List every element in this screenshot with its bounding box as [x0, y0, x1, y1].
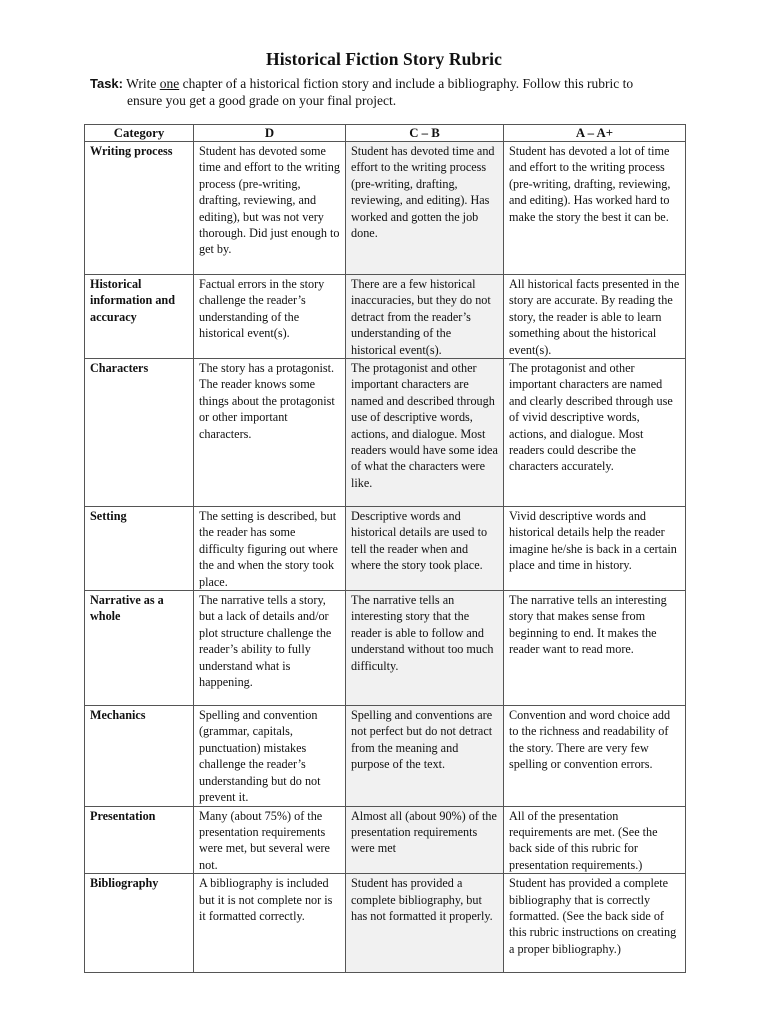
task-instructions: [90, 76, 690, 109]
row-cb-criteria: Student has devoted time and effort to the writing process (pre-writing, drafting, reviewing, and editing). Has worked and gotten the job done.: [346, 142, 504, 275]
rubric-table: [84, 124, 686, 973]
row-cb-criteria: There are a few historical inaccuracies, but they do not detract from the reader’s understanding of the historical event(s).: [346, 275, 504, 359]
header-category: Category: [85, 125, 194, 142]
header-grade-c-b: C – B: [346, 125, 504, 142]
task-text-pre: Write: [126, 76, 157, 91]
row-category: Setting: [85, 507, 194, 591]
row-a-criteria: All historical facts presented in the story are accurate. By reading the story, the reader is able to learn something about the historical event(s).: [504, 275, 686, 359]
rubric-row-presentation: [85, 806, 686, 874]
row-a-criteria: All of the presentation requirements are met. (See the back side of this rubric for presentation requirements.): [504, 806, 686, 874]
row-d-criteria: The story has a protagonist. The reader knows some things about the protagonist or other important characters.: [194, 359, 346, 507]
row-category: Narrative as a whole: [85, 591, 194, 706]
row-d-criteria: The narrative tells a story, but a lack of details and/or plot structure challenge the reader’s ability to fully understand what is happening.: [194, 591, 346, 706]
row-a-criteria: Student has provided a complete bibliography that is correctly formatted. (See the back side of this rubric instructions on creating a proper bibliography.): [504, 874, 686, 973]
row-category: Historical information and accuracy: [85, 275, 194, 359]
rubric-row-writing-process: [85, 142, 686, 275]
row-d-criteria: Factual errors in the story challenge the reader’s understanding of the historical event(s).: [194, 275, 346, 359]
row-category: Characters: [85, 359, 194, 507]
row-category: Mechanics: [85, 706, 194, 806]
row-cb-criteria: The narrative tells an interesting story that the reader is able to follow and understand without too much difficulty.: [346, 591, 504, 706]
page-title: Historical Fiction Story Rubric: [266, 49, 502, 69]
row-d-criteria: Spelling and convention (grammar, capitals, punctuation) mistakes challenge the reader’s understanding but do not prevent it.: [194, 706, 346, 806]
row-category: Writing process: [85, 142, 194, 275]
header-grade-d: D: [194, 125, 346, 142]
row-cb-criteria: Spelling and conventions are not perfect but do not detract from the meaning and purpose of the text.: [346, 706, 504, 806]
rubric-row-narrative: [85, 591, 686, 706]
row-a-criteria: The narrative tells an interesting story that makes sense from beginning to end. It makes the reader want to read more.: [504, 591, 686, 706]
row-d-criteria: Many (about 75%) of the presentation requirements were met, but several were not.: [194, 806, 346, 874]
row-category: Presentation: [85, 806, 194, 874]
task-text-line2: ensure you get a good grade on your final project.: [127, 92, 397, 108]
rubric-row-historical-accuracy: [85, 275, 686, 359]
row-cb-criteria: Descriptive words and historical details are used to tell the reader when and where the story took place.: [346, 507, 504, 591]
row-d-criteria: The setting is described, but the reader has some difficulty figuring out where the and when the story took place.: [194, 507, 346, 591]
task-text-post: chapter of a historical fiction story and include a bibliography. Follow this rubric to: [182, 76, 634, 91]
row-a-criteria: Student has devoted a lot of time and effort to the writing process (pre-writing, drafting, reviewing, and editing). Has worked hard to make the story the best it can be.: [504, 142, 686, 275]
row-a-criteria: The protagonist and other important characters are named and clearly described through use of vivid descriptive words, actions, and dialogue. Most readers could describe the characters accurately.: [504, 359, 686, 507]
rubric-row-characters: [85, 359, 686, 507]
row-cb-criteria: Student has provided a complete bibliography, but has not formatted it properly.: [346, 874, 504, 973]
row-d-criteria: A bibliography is included but it is not complete nor is it formatted correctly.: [194, 874, 346, 973]
row-a-criteria: Convention and word choice add to the richness and readability of the story. There are very few spelling or convention errors.: [504, 706, 686, 806]
task-emphasis: one: [159, 76, 180, 91]
row-d-criteria: Student has devoted some time and effort to the writing process (pre-writing, drafting, reviewing, and editing), but was not very thorough. Did just enough to get by.: [194, 142, 346, 275]
row-cb-criteria: The protagonist and other important characters are named and described through use of descriptive words, actions, and dialogue. Most readers would have some idea of what the characters were like.: [346, 359, 504, 507]
rubric-row-mechanics: [85, 706, 686, 806]
rubric-header-row: [85, 125, 686, 142]
task-label: Task:: [90, 76, 123, 91]
rubric-row-setting: [85, 507, 686, 591]
row-cb-criteria: Almost all (about 90%) of the presentation requirements were met: [346, 806, 504, 874]
row-a-criteria: Vivid descriptive words and historical details help the reader imagine he/she is back in a certain place and time in history.: [504, 507, 686, 591]
rubric-row-bibliography: [85, 874, 686, 973]
header-grade-a: A – A+: [504, 125, 686, 142]
row-category: Bibliography: [85, 874, 194, 973]
